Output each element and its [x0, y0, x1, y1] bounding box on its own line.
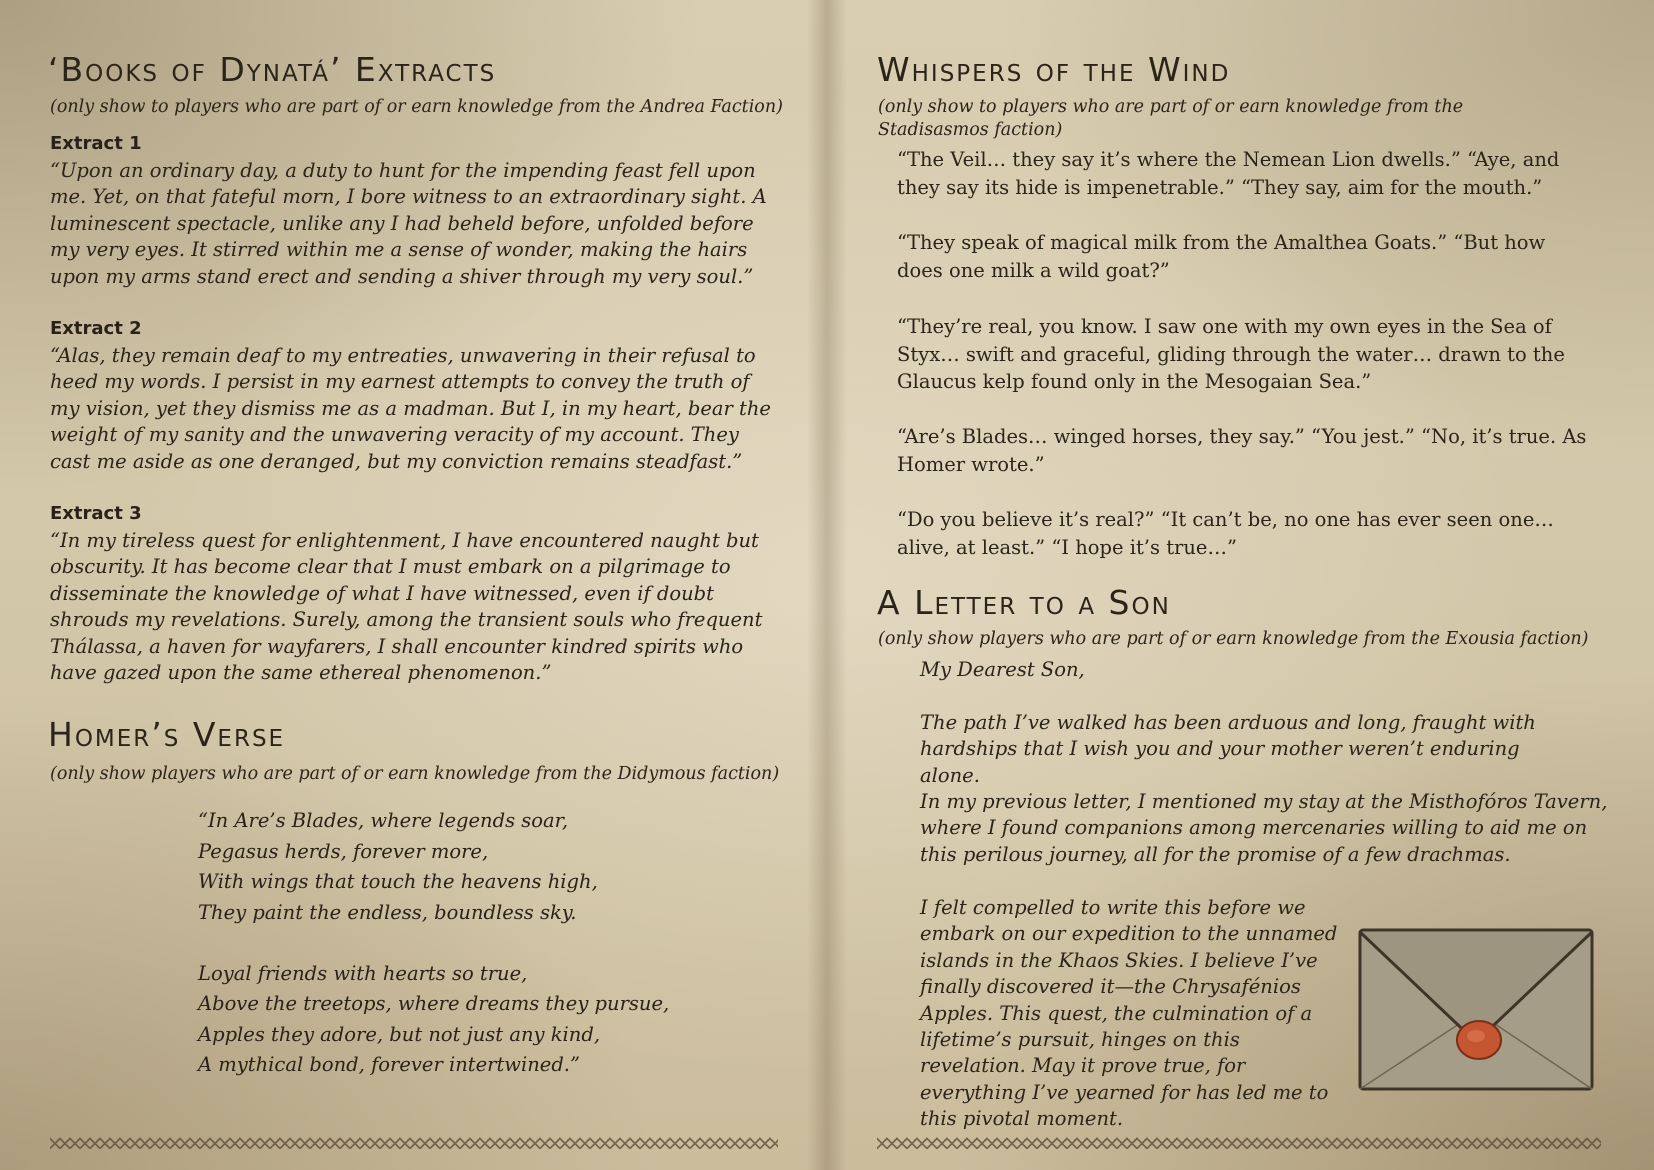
extract-2-label: Extract 2 — [50, 318, 142, 339]
extract-1-text: “Upon an ordinary day, a duty to hunt for the impending feast fell upon me. Yet, on that fateful morn, I bore witness to an extraordinary sight. A luminescent spectacle, unlike any I had beheld before, unfolded before my very eyes. It stirred within me a sense of wonder, making the hairs upon my arms stand erect and sending a shiver through my very soul.” — [50, 159, 767, 288]
extract-1-label: Extract 1 — [50, 133, 142, 154]
homers-verse-poem — [198, 806, 669, 1081]
whisper-quote-3: “They’re real, you know. I saw one with my own eyes in the Sea of Styx… swift and graceful, gliding through the water… drawn to the Glaucus kelp found only in the Mesogaian Sea.” — [897, 315, 1565, 393]
books-of-dynata-note: (only show to players who are part of or earn knowledge from the Andrea Faction) — [50, 97, 783, 117]
verse-line: Loyal friends with hearts so true, — [198, 961, 528, 985]
verse-line: Pegasus herds, forever more, — [198, 839, 489, 863]
whispers-note: (only show to players who are part of or earn knowledge from the Stadisasmos faction) — [878, 97, 1464, 140]
whisper-quote-4: “Are’s Blades… winged horses, they say.” “You jest.” “No, it’s true. As Homer wrote.” — [897, 425, 1587, 476]
letter-paragraph-3: I felt compelled to write this before we embark on our expedition to the unnamed islands in the Khaos Skies. I believe I’ve finally discovered it—the Chrysafénios Apples. This quest, the culmination of a lifetime’s pursuit, hinges on this revelation. May it prove true, for everything I’ve yearned for has led me to this pivotal moment. — [920, 896, 1338, 1131]
homers-verse-heading: Homer’s Verse — [48, 715, 286, 754]
letter-salutation: My Dearest Son, — [920, 658, 1085, 681]
decorative-border-right — [877, 1135, 1601, 1149]
verse-line: Above the treetops, where dreams they pursue, — [198, 992, 670, 1015]
verse-line: “In Are’s Blades, where legends soar, — [198, 809, 569, 832]
envelope-icon — [1357, 927, 1595, 1092]
decorative-border-left — [50, 1135, 778, 1149]
extract-2-text: “Alas, they remain deaf to my entreaties, unwavering in their refusal to heed my words. I persist in my earnest attempts to convey the truth of my vision, yet they dismiss me as a madman. But I, in my heart, bear the weight of my sanity and the unwavering veracity of my account. They cast me aside as one deranged, but my conviction remains steadfast.” — [50, 344, 771, 473]
homers-verse-note: (only show players who are part of or earn knowledge from the Didymous faction) — [50, 764, 780, 784]
extract-3-label: Extract 3 — [50, 503, 142, 524]
letter-to-a-son-heading: A Letter to a Son — [877, 583, 1171, 622]
verse-line: With wings that touch the heavens high, — [198, 870, 598, 893]
whisper-quote-1: “The Veil… they say it’s where the Nemean Lion dwells.” “Aye, and they say its hide is impenetrable.” “They say, aim for the mouth.” — [897, 148, 1560, 199]
verse-line: They paint the endless, boundless sky. — [198, 900, 577, 924]
whispers-of-the-wind-heading: Whispers of the Wind — [877, 50, 1231, 89]
verse-line: Apples they adore, but not just any kind, — [198, 1022, 601, 1046]
letter-paragraph-2: In my previous letter, I mentioned my stay at the Misthofóros Tavern, where I found companions among mercenaries willing to aid me on this perilous journey, all for the promise of a few drachmas. — [920, 790, 1608, 866]
books-of-dynata-heading: ‘Books of Dynatá’ Extracts — [48, 50, 497, 89]
letter-note: (only show players who are part of or earn knowledge from the Exousia faction) — [878, 629, 1589, 649]
whisper-quote-2: “They speak of magical milk from the Amalthea Goats.” “But how does one milk a wild goat?” — [897, 231, 1546, 282]
letter-paragraph-1: The path I’ve walked has been arduous and long, fraught with hardships that I wish you and your mother weren’t enduring alone. — [920, 711, 1536, 787]
verse-line: A mythical bond, forever intertwined.” — [198, 1053, 580, 1076]
whisper-quote-5: “Do you believe it’s real?” “It can’t be, no one has ever seen one… alive, at least.” “I hope it’s true…” — [897, 508, 1554, 559]
extract-3-text: “In my tireless quest for enlightenment, I have encountered naught but obscurity. It has become clear that I must embark on a pilgrimage to disseminate the knowledge of what I have witnessed, even if doubt shrouds my revelations. Surely, among the transient souls who frequent Thálassa, a haven for wayfarers, I shall encounter kindred spirits who have gazed upon the same ethereal phenomenon.” — [50, 529, 763, 685]
wax-seal-icon — [1457, 1021, 1501, 1059]
stanza-break — [198, 928, 669, 959]
